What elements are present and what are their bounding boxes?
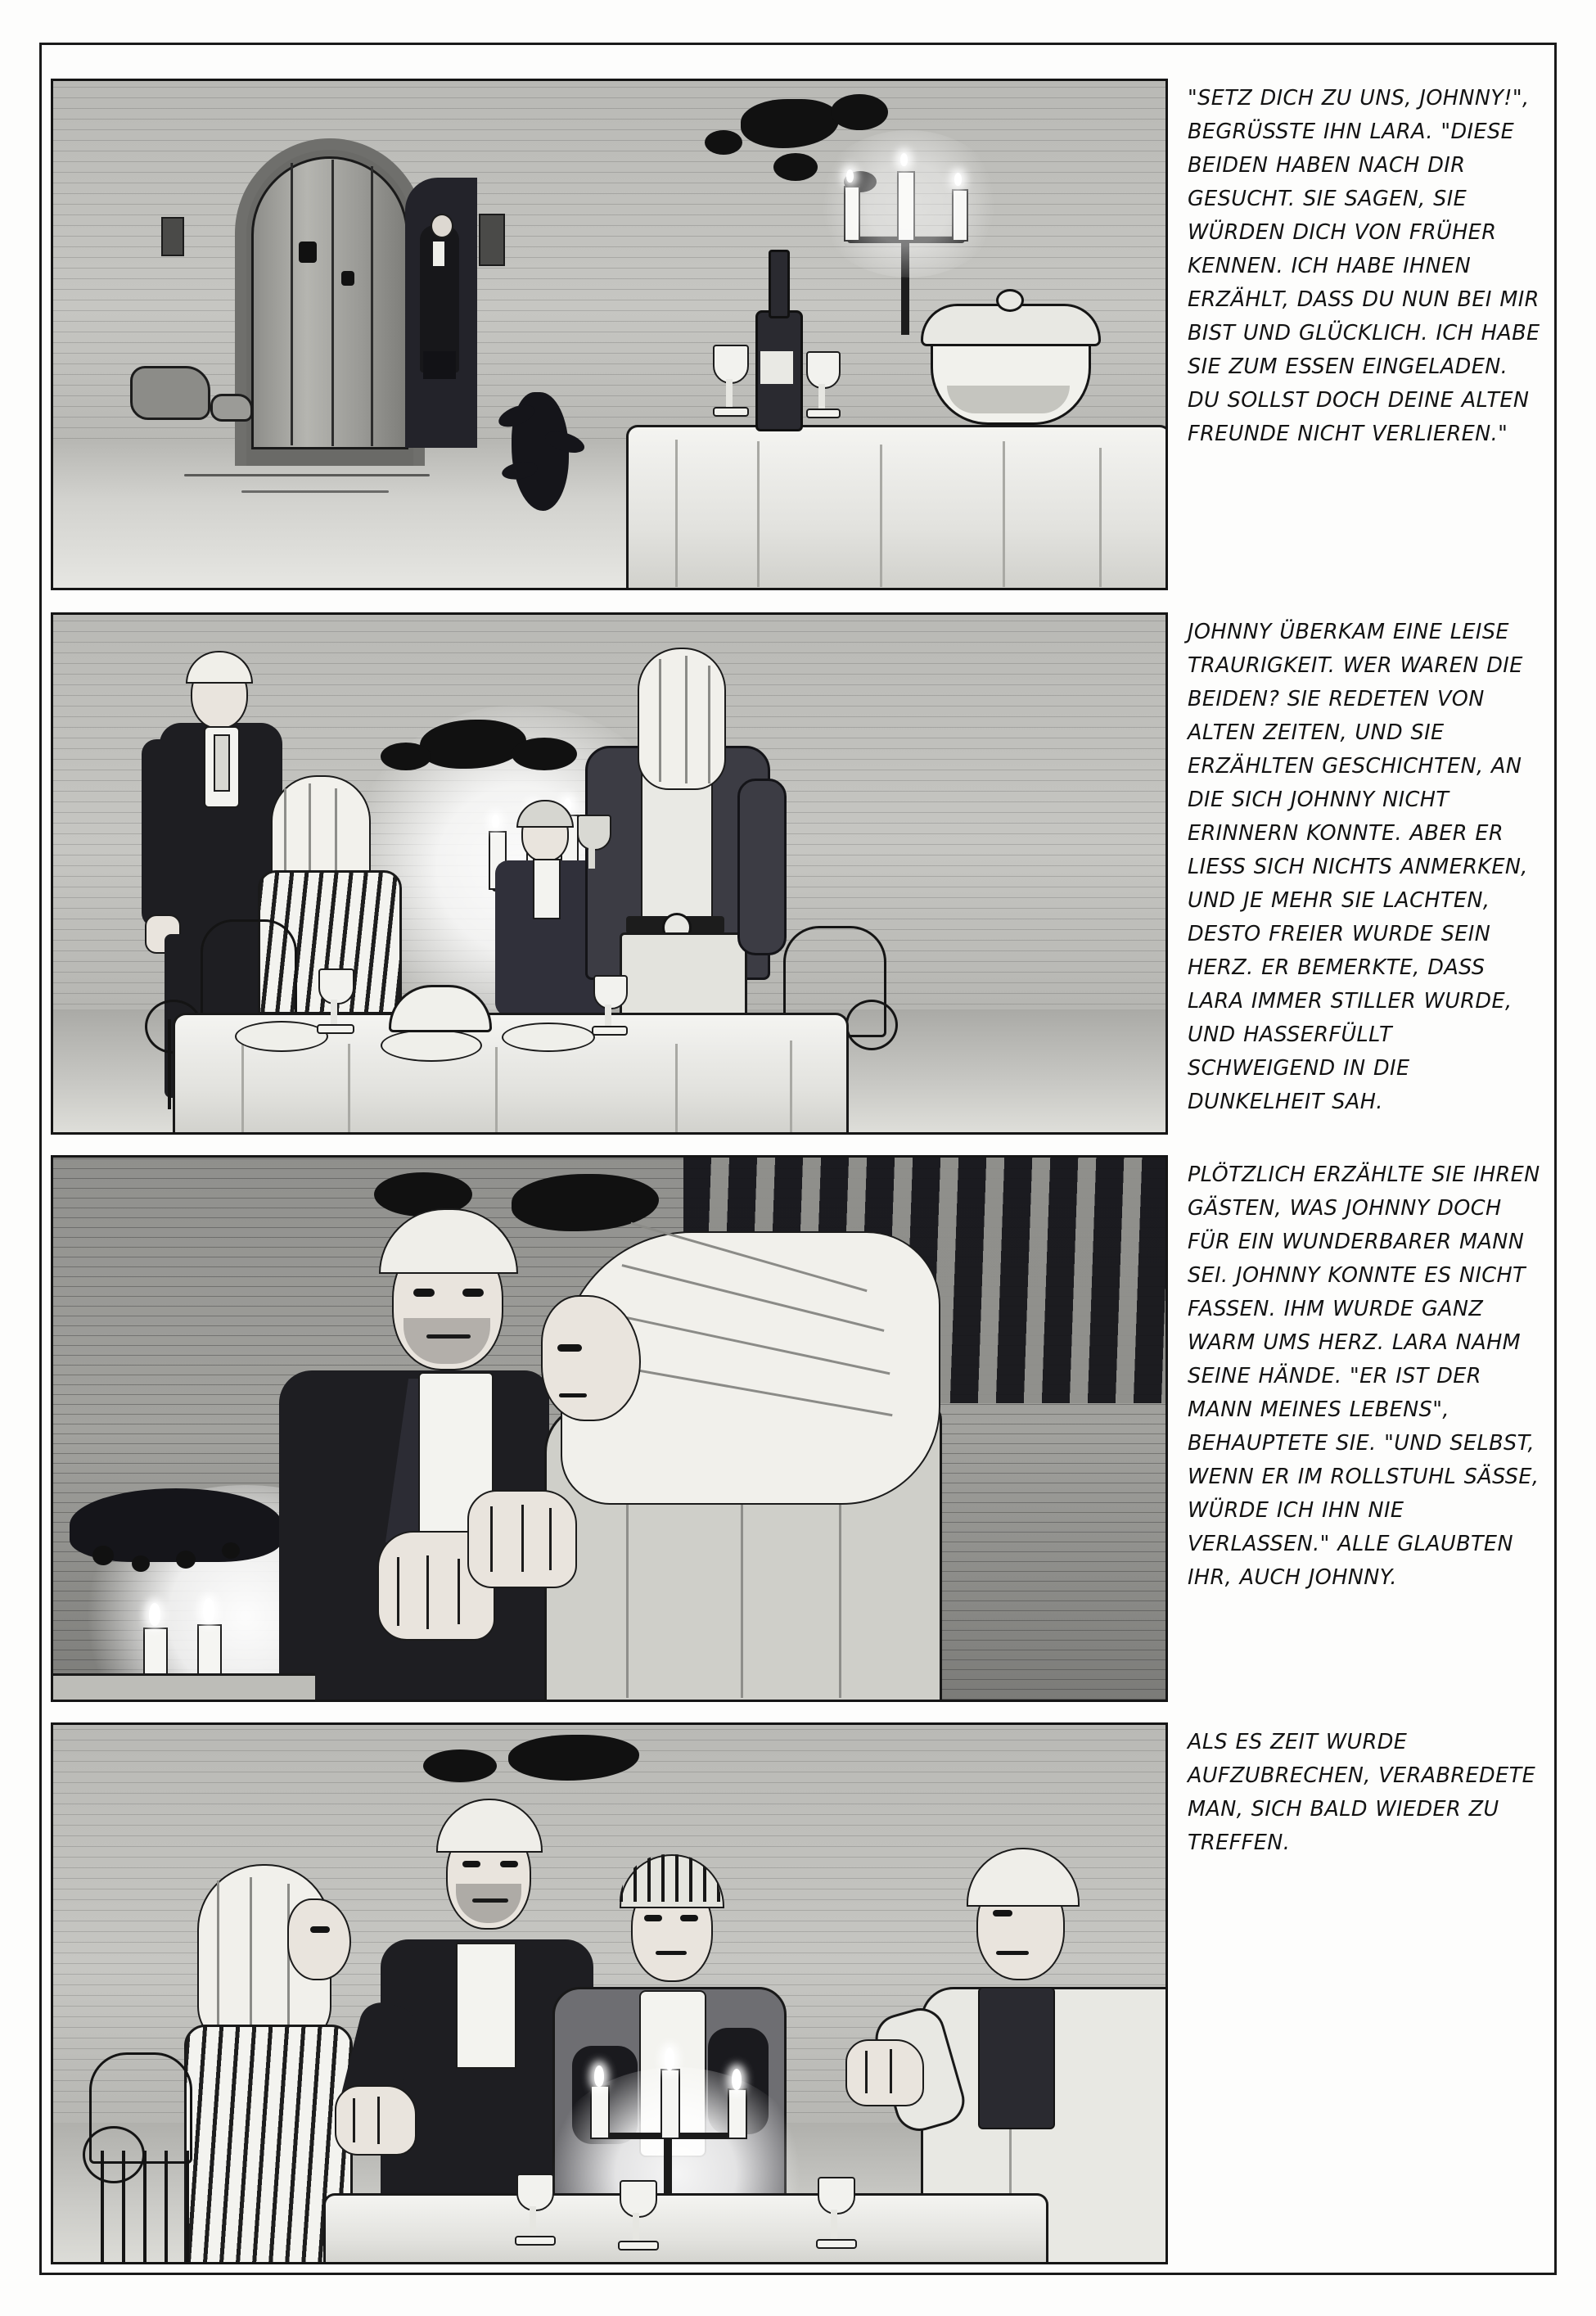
woman-far-left-hair-strand-1 xyxy=(217,1880,219,2028)
wine-bottle-neck xyxy=(769,250,790,318)
ground-marks xyxy=(184,474,430,476)
wine-glass-4-foot xyxy=(592,1026,628,1036)
woman-right-hair xyxy=(638,648,726,790)
ink-splotch-12 xyxy=(423,1749,497,1782)
rock-small xyxy=(210,394,253,422)
wine-glass-7-stem xyxy=(633,2213,639,2244)
man-suit-hand-line-2 xyxy=(377,2097,380,2144)
man-right-hand-line-1 xyxy=(865,2051,868,2093)
johnny-finger-line-3 xyxy=(458,1559,460,1624)
tablecloth-2-fold-4 xyxy=(675,1044,678,1135)
standing-man-shirt xyxy=(433,242,444,266)
wine-glass-3-stem xyxy=(331,1000,337,1027)
woman-right-arm xyxy=(737,779,787,955)
wine-glass-5-stem xyxy=(588,846,595,869)
tablecloth-fold-1 xyxy=(675,440,678,587)
lara-finger-line-2 xyxy=(521,1505,524,1572)
candle-4-flame-right xyxy=(732,2069,742,2090)
man-left-tie xyxy=(214,734,230,792)
chair-left-leg xyxy=(168,1019,171,1109)
panel-doorway-and-set-table xyxy=(51,79,1168,590)
woman-far-left-face xyxy=(287,1898,351,1980)
comic-strip-3 xyxy=(51,1155,1545,1702)
man-right-mouth xyxy=(996,1951,1029,1955)
johnny-finger-line-2 xyxy=(426,1555,429,1629)
wine-glass-8-foot xyxy=(816,2239,857,2249)
comic-strip-1 xyxy=(51,79,1545,590)
man-suit-hand-line-1 xyxy=(353,2098,355,2142)
door-hardware-1 xyxy=(299,242,317,263)
dark-foliage-dot-1 xyxy=(92,1546,114,1565)
tablecloth-fold-2 xyxy=(757,441,760,587)
chair-left xyxy=(201,919,297,1023)
plate-left xyxy=(235,1021,328,1052)
woman-right-hair-strand-3 xyxy=(708,666,710,783)
woman-right-hair-strand-1 xyxy=(659,659,661,782)
dark-foliage-dot-3 xyxy=(176,1551,196,1569)
man-right-hand-line-2 xyxy=(890,2049,892,2093)
ink-splotch-3 xyxy=(773,153,818,181)
man-left-arm-left xyxy=(142,739,178,928)
wine-glass-2-foot xyxy=(806,409,841,418)
candle-4-flame-left xyxy=(594,2065,604,2087)
wine-glass-6-foot xyxy=(515,2236,556,2246)
man-suit-hand xyxy=(335,2085,417,2156)
woman-right-hair-strand-2 xyxy=(685,656,688,783)
johnny-eye-left xyxy=(413,1289,435,1297)
caption-text-2: JOHNNY ÜBERKAM EINE LEISE TRAURIGKEIT. WER WAREN DIE BEIDEN? SIE REDETEN VON ALTEN ZEITEN, UND SIE ERZÄHLTEN GESCHICHTEN, AN DIE SICH JOHNNY NICHT ERINNERN KONNTE. ABER ER LIESS SICH NICHTS ANMERKEN, UND JE MEHR SIE LACHTEN, DESTO FREIER WURDE SEIN HERZ. ER BEMERKTE, DASS LARA IMMER STILLER WURDE, UND HASSERFÜLLT SCHWEIGEND IN DIE DUNKELHEIT SAH. xyxy=(1188,620,1528,1114)
lara-coat-fold-3 xyxy=(839,1485,841,1698)
woman-center-eye-right xyxy=(680,1915,698,1921)
caption-text-1: "SETZ DICH ZU UNS, JOHNNY!", BEGRÜSSTE IHN LARA. "DIESE BEIDEN HABEN NACH DIR GESUCHT. SIE SAGEN, SIE WÜRDEN DICH VON FRÜHER KENNEN. ICH HABE IHNEN ERZÄHLT, DASS DU NUN BEI MIR BIST UND GLÜCKLICH. ICH HABE SIE ZUM ESSEN EINGELADEN. DU SOLLST DOCH DEINE ALTEN FREUNDE NICHT VERLIEREN." xyxy=(1188,86,1540,446)
panel-farewell-at-table xyxy=(51,1722,1168,2264)
woman-far-left-eye xyxy=(310,1926,330,1933)
wine-glass-8-stem xyxy=(831,2210,837,2242)
man-suit-shirt xyxy=(456,1943,516,2069)
wall-niche-right xyxy=(479,214,505,266)
caption-panel-4 xyxy=(1168,1722,1545,1860)
ink-splotch-7 xyxy=(512,738,577,770)
chair-bottom-left-slats xyxy=(101,2151,191,2264)
wine-glass-1-stem xyxy=(726,379,733,409)
man-center-shirt xyxy=(533,859,561,919)
johnny-finger-line-1 xyxy=(397,1557,399,1626)
candle-3-flame-right xyxy=(203,1598,214,1623)
tablecloth-2-fold-5 xyxy=(790,1041,792,1135)
candle-4-left xyxy=(590,2085,610,2139)
tablecloth-fold-3 xyxy=(880,445,882,587)
soup-tureen-shadow xyxy=(947,386,1070,413)
lara-finger-line-3 xyxy=(549,1508,552,1570)
dark-foliage-dot-2 xyxy=(132,1555,150,1572)
candle-3-flame-left xyxy=(149,1603,160,1626)
wine-bottle-label xyxy=(760,351,793,384)
panel-dinner-table-four-people xyxy=(51,612,1168,1135)
man-suit-eye-left xyxy=(462,1861,480,1867)
candle-4-flame-center xyxy=(665,2047,674,2070)
wine-glass-1-bowl xyxy=(713,345,749,384)
comic-strip-2 xyxy=(51,612,1545,1135)
standing-man-head xyxy=(431,214,453,238)
candle-4-center xyxy=(660,2069,680,2139)
ink-splotch-2 xyxy=(831,94,888,130)
wall-niche-left xyxy=(161,217,184,256)
caption-panel-1 xyxy=(1168,79,1545,451)
caption-text-3: PLÖTZLICH ERZÄHLTE SIE IHREN GÄSTEN, WAS JOHNNY DOCH FÜR EIN WUNDERBARER MANN SEI. JOHNNY KONNTE ES NICHT FASSEN. IHM WURDE GANZ WARM UMS HERZ. LARA NAHM SEINE HÄNDE. "ER IST DER MANN MEINES LEBENS", BEHAUPTETE SIE. "UND SELBST, WENN ER IM ROLLSTUHL SÄSSE, WÜRDE ICH IHN NIE VERLASSEN." ALLE GLAUBTEN IHR, AUCH JOHNNY. xyxy=(1188,1163,1540,1590)
woman-center-eye-left xyxy=(644,1915,662,1921)
caption-panel-2 xyxy=(1168,612,1545,1119)
comic-strip-4 xyxy=(51,1722,1545,2264)
wine-glass-2-stem xyxy=(818,384,825,410)
tablecloth-2-fold-3 xyxy=(495,1047,498,1135)
door-plank-line-2 xyxy=(331,160,334,446)
candle-glow xyxy=(814,130,1003,278)
rock-large xyxy=(130,366,210,420)
lara-eye xyxy=(557,1344,582,1352)
tablecloth-4 xyxy=(323,2193,1048,2264)
door-plank-line-1 xyxy=(291,163,293,445)
tablecloth-fold-5 xyxy=(1099,448,1102,587)
ink-splotch-5 xyxy=(705,130,742,155)
dark-foliage-dot-4 xyxy=(222,1542,240,1559)
soup-tureen-knob xyxy=(996,289,1024,312)
chair-right-scroll xyxy=(845,1000,898,1050)
tablecloth-2-fold-2 xyxy=(348,1044,350,1135)
wine-glass-1-foot xyxy=(713,407,749,417)
man-right-collar xyxy=(978,1987,1055,2129)
door-plank-line-3 xyxy=(371,166,373,446)
woman-center-mouth xyxy=(656,1951,687,1955)
door-hardware-2 xyxy=(341,271,354,286)
panel-lara-and-johnny-closeup xyxy=(51,1155,1168,1702)
lara-finger-line-1 xyxy=(490,1506,493,1572)
candle-2-flame-left xyxy=(492,815,499,828)
plate-right xyxy=(502,1023,595,1052)
ground-marks-2 xyxy=(241,490,389,493)
candle-4-right xyxy=(728,2088,747,2139)
plate-center xyxy=(381,1029,482,1062)
lara-mouth xyxy=(559,1393,587,1397)
door-leaf xyxy=(251,156,408,449)
woman-far-left-hair-strand-2 xyxy=(250,1877,252,2031)
caption-text-4: ALS ES ZEIT WURDE AUFZUBRECHEN, VERABREDETE MAN, SICH BALD WIEDER ZU TREFFEN. xyxy=(1188,1730,1536,1855)
man-suit-eye-right xyxy=(500,1861,518,1867)
wine-glass-6-stem xyxy=(530,2206,536,2239)
tablecloth xyxy=(626,425,1168,590)
wine-glass-3-foot xyxy=(317,1024,354,1034)
tablecloth-2-fold-1 xyxy=(241,1041,244,1135)
tablecloth-fold-4 xyxy=(1003,441,1005,587)
caption-panel-3 xyxy=(1168,1155,1545,1595)
wine-glass-7-foot xyxy=(618,2241,659,2251)
ink-splotch-8 xyxy=(381,743,431,770)
johnny-eye-right xyxy=(462,1289,484,1297)
man-right-hand xyxy=(845,2039,924,2106)
man-right-eye xyxy=(993,1910,1012,1916)
standing-man-legs xyxy=(423,351,456,379)
table-edge-3 xyxy=(53,1673,315,1702)
